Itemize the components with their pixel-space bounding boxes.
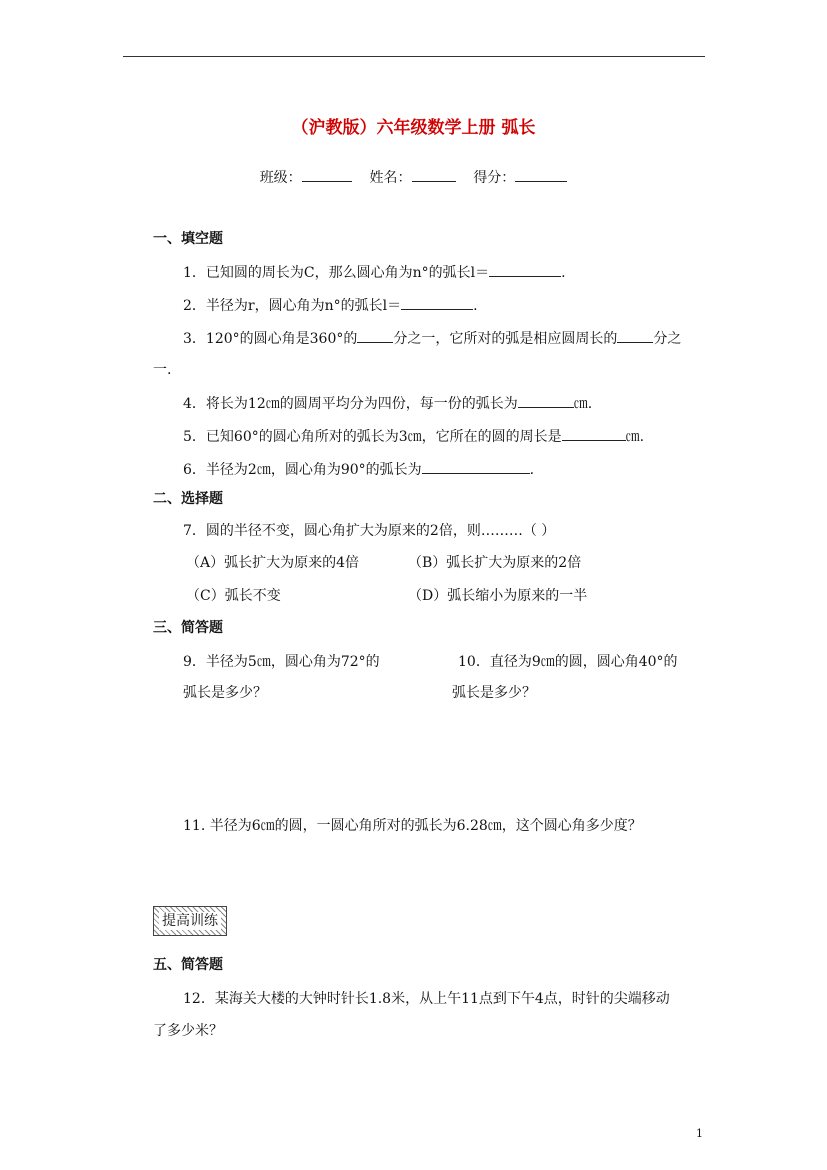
question-1-end: . <box>561 265 566 281</box>
advanced-training-badge <box>153 906 227 936</box>
answer-blank <box>489 261 561 277</box>
question-3 <box>183 327 681 348</box>
question-6-end: . <box>529 462 535 478</box>
question-6-text: 6．半径为2㎝，圆心角为90°的弧长为 <box>183 462 422 478</box>
class-label: 班级： <box>259 170 302 186</box>
answer-blank <box>422 458 530 474</box>
question-3-text-2: 分之一，它所对的弧是相应圆周长的 <box>393 331 618 347</box>
question-4-text: 4．将长为12㎝的圆周平均分为四份，每一份的弧长为 <box>183 396 518 412</box>
name-blank <box>412 167 456 182</box>
question-12-line-2: 了多少米？ <box>153 1023 223 1039</box>
answer-blank <box>401 294 473 310</box>
question-12-line-1: 12．某海关大楼的大钟时针长1.8米，从上午11点到下午4点，时针的尖端移动 <box>183 991 670 1007</box>
name-label: 姓名： <box>369 170 412 186</box>
question-6 <box>183 458 534 479</box>
section-heading-short-answer-2: 五、简答题 <box>153 957 223 973</box>
option-d: （D）弧长缩小为原来的一半 <box>408 588 588 604</box>
question-3-text-3: 分之 <box>653 331 682 347</box>
question-9-line-2: 弧长是多少？ <box>183 685 267 701</box>
question-4 <box>183 392 592 413</box>
class-blank <box>302 167 352 182</box>
question-10-line-2: 弧长是多少？ <box>452 685 536 701</box>
section-heading-short-answer: 三、简答题 <box>153 620 223 636</box>
page-title: （沪教版）六年级数学上册 弧长 <box>291 118 536 138</box>
student-info-line <box>0 167 827 187</box>
question-5-text: 5．已知60°的圆心角所对的弧长为3㎝，它所在的圆的周长是 <box>183 429 562 445</box>
option-a: （A）弧长扩大为原来的4倍 <box>186 555 360 571</box>
answer-blank <box>357 327 393 343</box>
question-5 <box>183 425 644 446</box>
question-2-text: 2．半径为r，圆心角为n°的弧长l＝ <box>183 298 402 314</box>
answer-blank <box>562 425 626 441</box>
option-c: （C）弧长不变 <box>186 588 281 604</box>
option-b: （B）弧长扩大为原来的2倍 <box>408 555 582 571</box>
question-2 <box>183 294 478 315</box>
question-5-end: ㎝. <box>625 429 645 445</box>
question-3-continuation: 一. <box>153 362 172 378</box>
page-number: 1 <box>696 1127 703 1140</box>
question-4-end: ㎝. <box>573 396 593 412</box>
answer-blank <box>617 327 653 343</box>
section-heading-fill-in: 一、填空题 <box>153 231 223 247</box>
question-1-text: 1．已知圆的周长为C，那么圆心角为n°的弧长l＝ <box>183 265 490 281</box>
answer-blank <box>518 392 574 408</box>
question-7: 7．圆的半径不变，圆心角扩大为原来的2倍，则………（ ） <box>183 523 556 539</box>
question-9-line-1: 9．半径为5㎝，圆心角为72°的 <box>183 654 380 670</box>
badge-label: 提高训练 <box>159 912 221 930</box>
score-label: 得分： <box>473 170 516 186</box>
header-rule <box>123 56 705 57</box>
question-3-text: 3．120°的圆心角是360°的 <box>183 331 358 347</box>
score-blank <box>515 167 567 182</box>
question-2-end: . <box>473 298 478 314</box>
question-1 <box>183 261 566 282</box>
question-10-line-1: 10．直径为9㎝的圆，圆心角40°的 <box>458 654 678 670</box>
section-heading-choice: 二、选择题 <box>153 491 223 507</box>
question-11: 11. 半径为6㎝的圆，一圆心角所对的弧长为6.28㎝，这个圆心角多少度？ <box>183 818 642 834</box>
